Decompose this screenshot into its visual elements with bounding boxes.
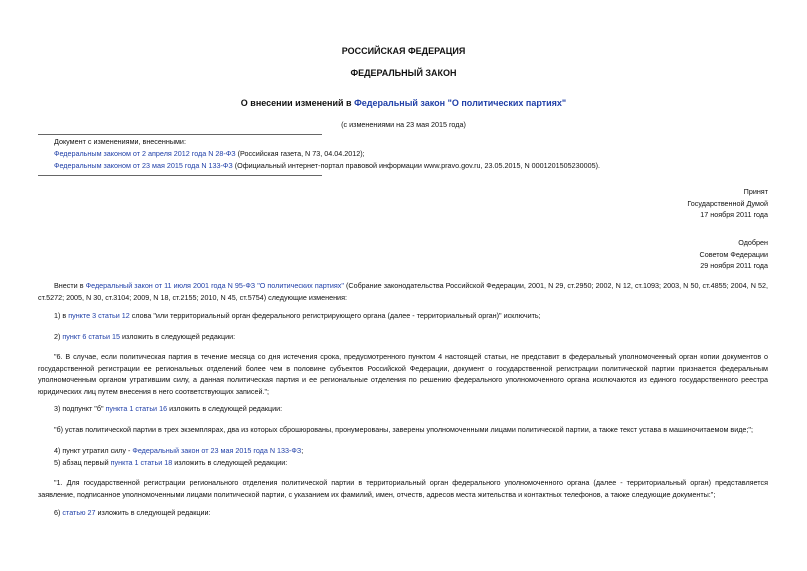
changes-item-1-text: (Российская газета, N 73, 04.04.2012); [235,149,365,158]
approved-block [700,237,768,272]
item-4-text-a: 4) пункт утратил силу - [54,446,133,455]
amendment-link-2012[interactable]: Федеральным законом от 2 апреля 2012 года N 28-ФЗ [54,149,236,158]
paragraph-intro [38,280,768,303]
paragraph-item-2 [38,331,768,343]
article-15-link[interactable]: пункт 6 статьи 15 [62,332,121,341]
country-heading: РОССИЙСКАЯ ФЕДЕРАЦИЯ [341,46,466,56]
article-12-link[interactable]: пункте 3 статьи 12 [68,311,130,320]
changes-item-2 [54,161,600,170]
changes-intro: Документ с изменениями, внесенными: [54,137,186,146]
article-27-link[interactable]: статью 27 [62,508,96,517]
item-1-text-b: слова "или территориальный орган федерального регистрирующего органа (далее - территориальный орган)" исключить; [129,311,541,320]
amendment-link-2015[interactable]: Федеральным законом от 23 мая 2015 года N 133-ФЗ [54,161,233,170]
revision-note: (с изменениями на 23 мая 2015 года) [341,120,466,129]
paragraph-item-4 [38,445,768,457]
bottom-divider [38,175,322,176]
adopted-line-2: Государственной Думой [687,198,768,208]
article-18-link[interactable]: пункта 1 статьи 18 [110,458,173,467]
paragraph-quote-6: "6. В случае, если политическая партия в течение месяца со дня истечения срока, предусмотренного пунктом 4 настоящей статьи, не представит в федеральный уполномоченный орган копии документов о государственной регистрации ее региональных отделений более чем в половине субъектов Российской Федерации, документ о государственной регистрации политической партии признается федеральным уполномоченным органом утратившим силу, а данная политическая партия и ее региональные отделения по решению федерального уполномоченного органа исключаются из единого государственного реестра юридических лиц путем внесения в него соответствующих записей."; [38,352,768,397]
paragraph-quote-1: "1. Для государственной регистрации регионального отделения политической партии в территориальный орган федерального уполномоченного органа (далее - территориальный орган) представляется заявление, подписанное уполномоченными лицами политической партии, с указанием их фамилий, имен, отчеств, адресов места жительства и контактных телефонов, а также следующие документы:"; [38,478,768,499]
item-5-text-b: изложить в следующей редакции: [172,458,288,467]
intro-text-a: Внести в [54,281,86,290]
approved-line-2: Советом Федерации [699,249,768,259]
doc-type-heading: ФЕДЕРАЛЬНЫЙ ЗАКОН [350,68,457,78]
paragraph-item-1 [38,310,768,322]
paragraph-item-3 [38,403,768,415]
article-16-link[interactable]: пункта 1 статьи 16 [105,404,168,413]
item-1-text-a: 1) в [54,311,69,320]
item-2-text-a: 2) [54,332,63,341]
item-6-text-a: 6) [54,508,63,517]
law-95-link[interactable]: Федеральный закон от 11 июля 2001 года N 95-ФЗ "О политических партиях" [85,281,344,290]
adopted-line-3: 17 ноября 2011 года [700,210,768,219]
approved-line-1: Одобрен [738,238,768,247]
adopted-line-1: Принят [743,187,768,196]
document-title [0,98,807,108]
item-3-text-b: изложить в следующей редакции: [167,404,283,413]
changes-item-2-text: (Официальный интернет-портал правовой информации www.pravo.gov.ru, 23.05.2015, N 0001201505230005). [232,161,601,170]
top-divider [38,134,322,135]
intro-text-b: (Собрание законодательства Российской Федерации, 2001, N 29, ст.2950; 2002, N 12, ст.1093; 2003, N 50, ст.4855; 2004, N 52, ст.5272; 2005, N 30, ст.3104; 2009, N 18, ст.2155; 2010, N 45, ст.5754) следующие изменения: [38,281,768,302]
paragraph-item-5 [38,457,768,469]
law-133-link[interactable]: Федеральный закон от 23 мая 2015 года N 133-ФЗ [132,446,302,455]
title-prefix: О внесении изменений в [240,98,355,108]
approved-line-3: 29 ноября 2011 года [700,261,768,270]
item-5-text-a: 5) абзац первый [54,458,111,467]
item-3-text-a: 3) подпункт "б" [54,404,106,413]
item-4-text-b: ; [301,446,304,455]
item-6-text-b: изложить в следующей редакции: [95,508,211,517]
paragraph-item-6 [38,507,768,519]
paragraph-quote-b: "б) устав политической партии в трех экземплярах, два из которых сброшюрованы, пронумерованы, заверены уполномоченными лицами политической партии, а также текст устава в машиночитаемом виде;"; [54,425,753,434]
adopted-block [687,186,768,221]
title-law-link[interactable]: Федеральный закон "О политических партиях" [354,98,567,108]
item-2-text-b: изложить в следующей редакции: [120,332,236,341]
changes-item-1 [54,149,365,158]
